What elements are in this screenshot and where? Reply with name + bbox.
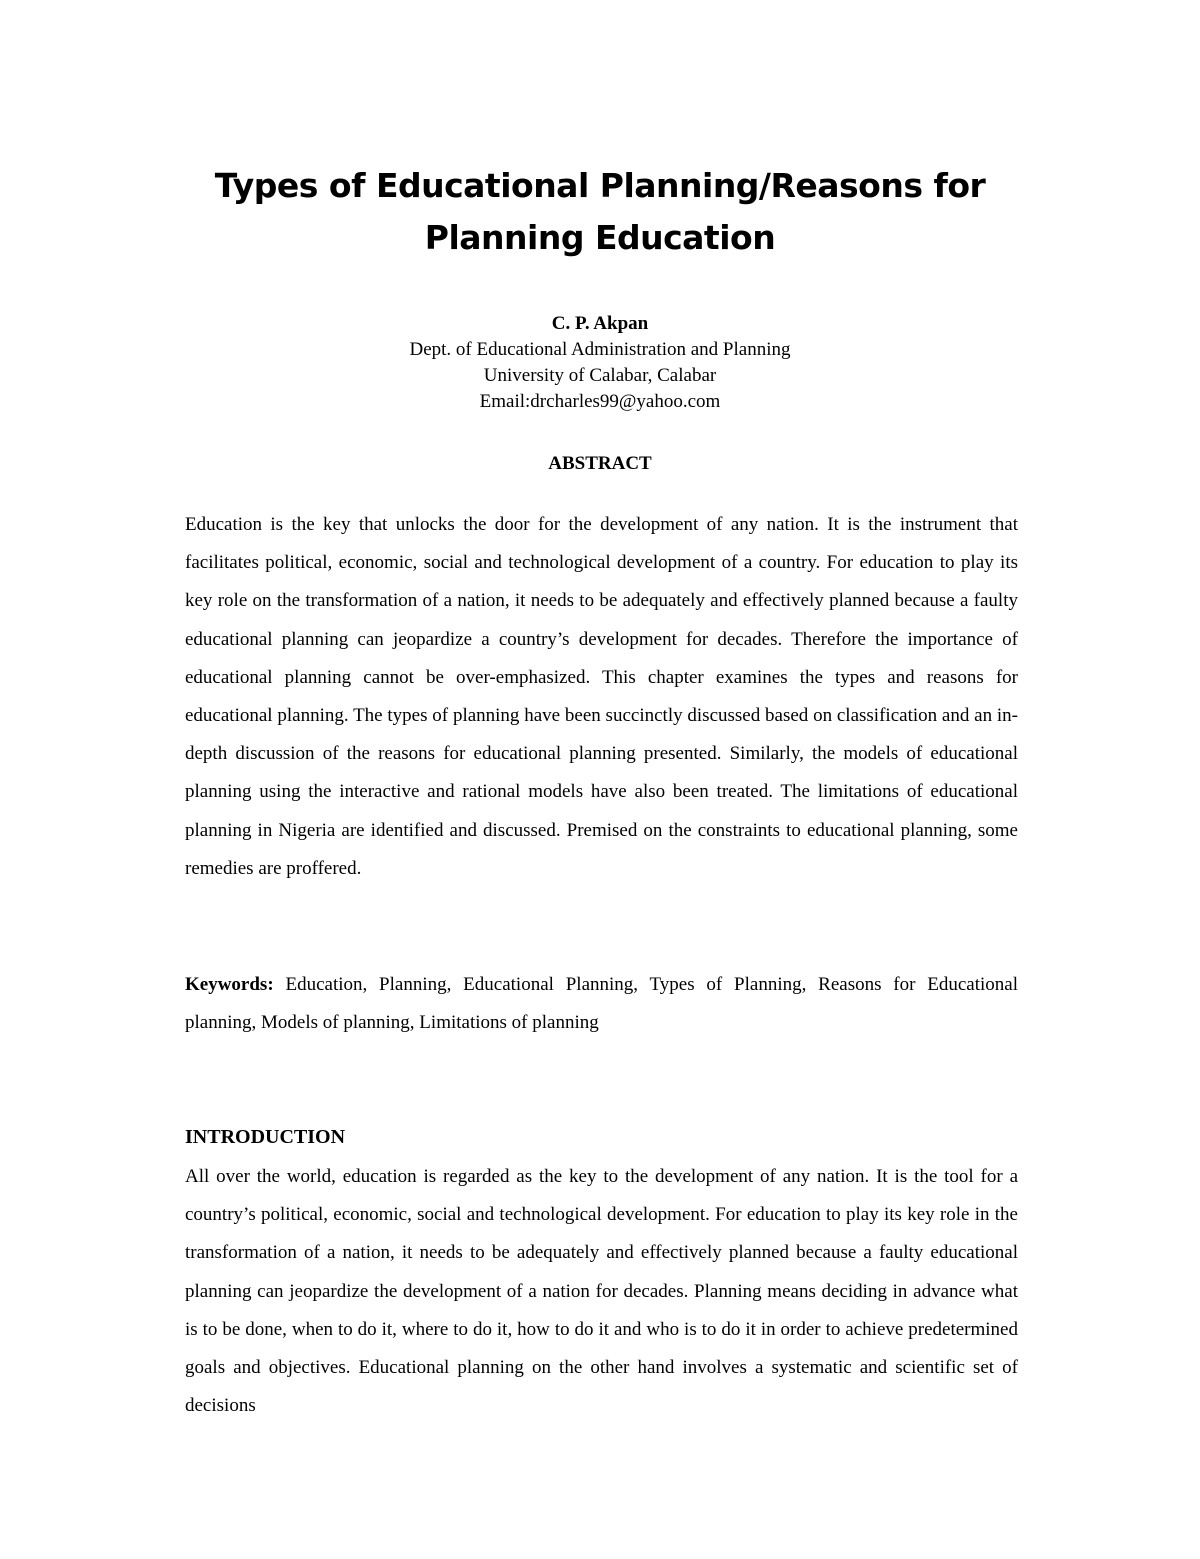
author-block [300, 311, 900, 415]
abstract-heading: ABSTRACT [548, 453, 652, 474]
author-email: Email:drcharles99@yahoo.com [479, 391, 721, 412]
author-department: Dept. of Educational Administration and Planning [409, 339, 791, 360]
abstract-body: Education is the key that unlocks the door for the development of any nation. It is the instrument that facilitates political, economic, social and technological development of a country. For education to play its key role on the transformation of a nation, it needs to be adequately and effectively planned because a faulty educational planning can jeopardize a country’s development for decades. Therefore the importance of educational planning cannot be over-emphasized. This chapter examines the types and reasons for educational planning. The types of planning have been succinctly discussed based on classification and an in-depth discussion of the reasons for educational planning presented. Similarly, the models of educational planning using the interactive and rational models have also been treated. The limitations of educational planning in Nigeria are identified and discussed. Premised on the constraints to educational planning, some remedies are proffered. [185, 514, 1018, 879]
author-university: University of Calabar, Calabar [483, 365, 717, 386]
paper-title-line-2: Planning Education [424, 218, 776, 257]
introduction-body: All over the world, education is regarded as the key to the development of any nation. It is the tool for a country’s political, economic, social and technological development. For education to play its key role in the transformation of a nation, it needs to be adequately and effectively planned because a faulty educational planning can jeopardize the development of a nation for decades. Planning means deciding in advance what is to be done, when to do it, where to do it, how to do it and who is to do it in order to achieve predetermined goals and objectives. Educational planning on the other hand involves a systematic and scientific set of decisions [185, 1166, 1018, 1417]
keywords-paragraph [185, 966, 1018, 1042]
keywords-text: Education, Planning, Educational Planning, Types of Planning, Reasons for Educational planning, Models of planning, Limitations of planning [185, 974, 1018, 1034]
keywords-label: Keywords: [185, 974, 274, 995]
paper-title [180, 160, 1020, 264]
paper-title-line-1: Types of Educational Planning/Reasons for [214, 166, 986, 205]
introduction-heading: INTRODUCTION [185, 1126, 346, 1148]
author-name: C. P. Akpan [551, 313, 649, 334]
